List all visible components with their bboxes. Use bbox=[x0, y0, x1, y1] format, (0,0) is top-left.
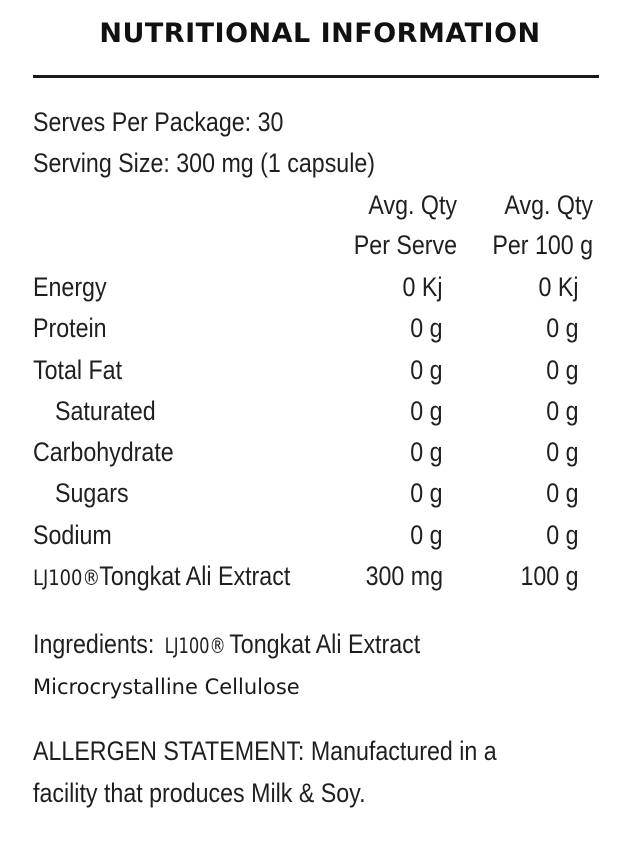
per-100g-value: 0 g bbox=[546, 313, 579, 344]
extract-name: Tongkat Ali Extract bbox=[99, 561, 291, 592]
per-serve-value: 0 g bbox=[410, 437, 443, 468]
brand-mark: LJ100® bbox=[164, 634, 226, 658]
nutrient-label: Total Fat bbox=[33, 354, 123, 385]
per-serve-value: 0 Kj bbox=[402, 272, 443, 302]
per-100g-value: 0 g bbox=[546, 354, 579, 385]
nutrient-label: Protein bbox=[33, 313, 107, 344]
allergen-line: ALLERGEN STATEMENT: Manufactured in a bbox=[33, 736, 497, 766]
per-serve-value: 0 g bbox=[410, 313, 443, 344]
table-row bbox=[33, 478, 593, 519]
table-row bbox=[33, 437, 593, 478]
per-100g-value: 0 g bbox=[546, 478, 579, 509]
title-divider bbox=[33, 75, 599, 78]
table-row bbox=[33, 313, 593, 354]
nutrient-table bbox=[33, 272, 593, 602]
column-header-per-serve-line2: Per Serve bbox=[353, 230, 457, 260]
per-serve-value: 0 g bbox=[410, 519, 443, 550]
per-100g-value: 0 g bbox=[546, 437, 579, 468]
per-100g-value: 100 g bbox=[520, 561, 579, 592]
per-serve-value: 0 g bbox=[410, 395, 443, 426]
nutrient-sublabel: Saturated bbox=[55, 395, 156, 426]
column-header-per-100g-line2: Per 100 g bbox=[492, 230, 593, 260]
nutrient-label: Carbohydrate bbox=[33, 437, 174, 468]
allergen-line: facility that produces Milk & Soy. bbox=[33, 778, 366, 808]
table-row bbox=[33, 396, 593, 437]
ingredients-line bbox=[33, 629, 420, 660]
nutrient-label bbox=[33, 561, 290, 592]
table-row bbox=[33, 561, 593, 602]
allergen-statement bbox=[33, 730, 583, 814]
per-serve-value: 0 g bbox=[410, 354, 443, 385]
serving-size: Serving Size: 300 mg (1 capsule) bbox=[33, 148, 376, 178]
ingredient-second: Microcrystalline Cellulose bbox=[33, 675, 300, 699]
nutrient-label: Energy bbox=[33, 272, 107, 302]
ingredients-label: Ingredients: bbox=[33, 629, 155, 659]
serves-per-package: Serves Per Package: 30 bbox=[33, 107, 284, 137]
table-row bbox=[33, 520, 593, 561]
panel-title: NUTRITIONAL INFORMATION bbox=[99, 18, 541, 49]
brand-mark: LJ100® bbox=[33, 566, 101, 591]
per-serve-value: 300 mg bbox=[365, 561, 443, 592]
ingredient-first: Tongkat Ali Extract bbox=[229, 629, 421, 659]
per-100g-value: 0 g bbox=[546, 519, 579, 550]
nutrient-sublabel: Sugars bbox=[55, 478, 129, 509]
column-header-per-serve-line1: Avg. Qty bbox=[368, 190, 457, 220]
column-header-per-100g-line1: Avg. Qty bbox=[504, 190, 593, 220]
per-100g-value: 0 g bbox=[546, 395, 579, 426]
table-row bbox=[33, 355, 593, 396]
per-100g-value: 0 Kj bbox=[538, 272, 579, 302]
per-serve-value: 0 g bbox=[410, 478, 443, 509]
nutrient-label: Sodium bbox=[33, 519, 112, 550]
table-row bbox=[33, 272, 593, 313]
